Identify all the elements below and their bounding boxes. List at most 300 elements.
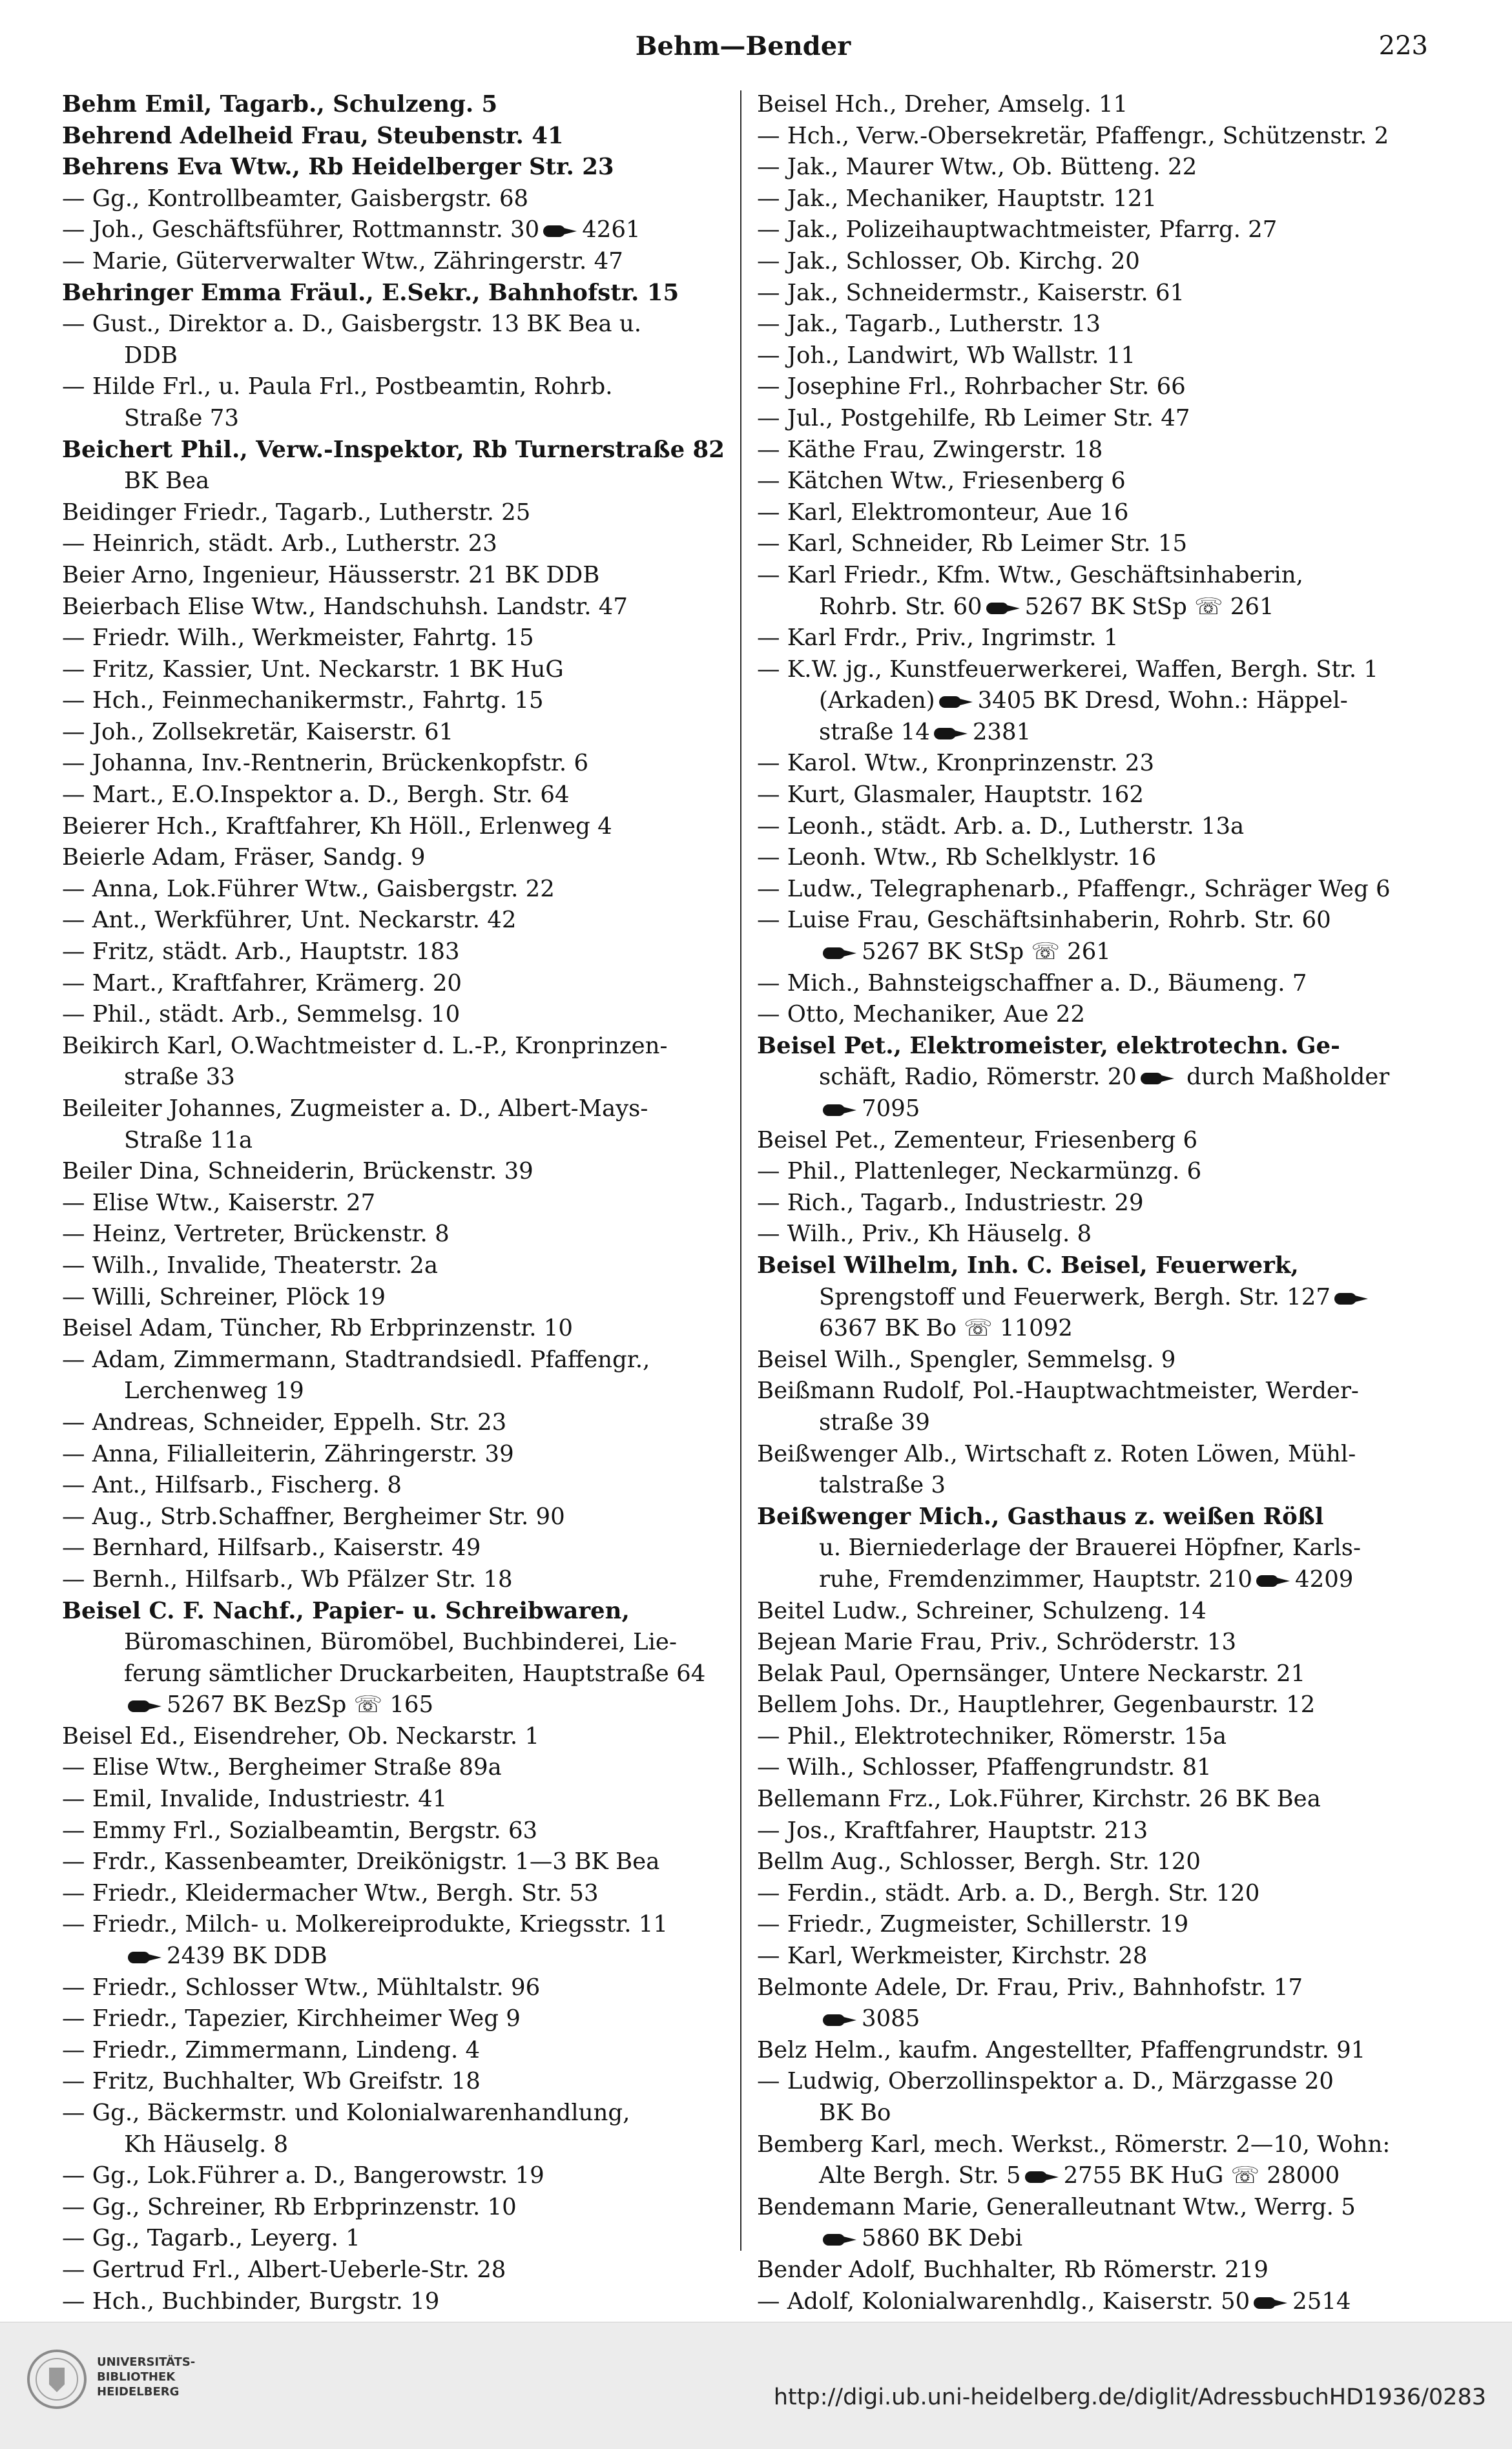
entry-text: straße 39 — [819, 1409, 930, 1436]
entry-text: Belmonte Adele, Dr. Frau, Priv., Bahnhofstr. 17 — [757, 1974, 1303, 2001]
phone-number: 5267 — [167, 1691, 225, 1719]
entry-text: BK Bea — [124, 468, 210, 495]
entry-text: Beierer Hch., Kraftfahrer, Kh Höll., Erlenweg 4 — [62, 812, 612, 840]
directory-entry-line — [757, 1690, 1435, 1721]
directory-entry-line — [757, 1031, 1435, 1062]
directory-entry-line — [757, 2035, 1435, 2067]
directory-entry-line — [62, 152, 740, 183]
directory-entry-line — [62, 1752, 740, 1784]
directory-entry-line — [757, 1627, 1435, 1658]
entry-text: Beisel Wilhelm, Inh. C. Beisel, Feuerwerk, — [757, 1252, 1299, 1279]
entry-text: schäft, Radio, Römerstr. 20 — [819, 1064, 1137, 1091]
directory-entry-line — [757, 1972, 1435, 2004]
directory-entry-line — [62, 403, 740, 435]
directory-entry-line — [62, 466, 740, 497]
telephone-icon — [1333, 1292, 1371, 1306]
entry-text: — Leonh., städt. Arb. a. D., Lutherstr. 13a — [757, 812, 1245, 840]
directory-entry-line — [757, 999, 1435, 1031]
entry-text: — Josephine Frl., Rohrbacher Str. 66 — [757, 373, 1186, 400]
directory-entry-line — [62, 1878, 740, 1910]
entry-text: Beitel Ludw., Schreiner, Schulzeng. 14 — [757, 1597, 1206, 1624]
entry-text: — Friedr., Schlosser Wtw., Mühltalstr. 96 — [62, 1974, 541, 2001]
phone-number: 7095 — [862, 1095, 920, 1122]
entry-text: Bejean Marie Frau, Priv., Schröderstr. 13 — [757, 1629, 1237, 1656]
directory-entry-line — [757, 2192, 1435, 2224]
entry-text: — Jak., Schneidermstr., Kaiserstr. 61 — [757, 279, 1185, 306]
directory-entry-line — [62, 2003, 740, 2035]
directory-entry-line — [62, 1846, 740, 1878]
directory-entry-line — [62, 717, 740, 749]
entry-text: — Käthe Frau, Zwingerstr. 18 — [757, 436, 1103, 463]
directory-entry-line — [62, 1282, 740, 1314]
directory-entry-line — [757, 811, 1435, 843]
library-name — [97, 2355, 195, 2399]
directory-entry-line — [62, 183, 740, 215]
directory-entry-line — [62, 1345, 740, 1376]
directory-entry-line — [62, 874, 740, 905]
directory-entry-line — [757, 654, 1435, 686]
entry-text: — Jak., Schlosser, Ob. Kirchg. 20 — [757, 247, 1140, 274]
phone-number: 2381 — [972, 718, 1031, 745]
entry-text: — Andreas, Schneider, Eppelh. Str. 23 — [62, 1409, 507, 1436]
directory-entry-line — [757, 842, 1435, 874]
entry-text: — Emmy Frl., Sozialbeamtin, Bergstr. 63 — [62, 1817, 538, 1844]
entry-text: — Anna, Lok.Führer Wtw., Gaisbergstr. 22 — [62, 875, 555, 902]
source-url-link[interactable]: http://digi.ub.uni-heidelberg.de/diglit/AdressbuchHD1936/0283 — [773, 2384, 1486, 2410]
directory-entry-line — [757, 1439, 1435, 1471]
entry-text: — Karl, Schneider, Rb Leimer Str. 15 — [757, 530, 1188, 557]
entry-text: BK StSp ☏ 261 — [920, 938, 1111, 966]
entry-text: Rohrb. Str. 60 — [819, 593, 982, 620]
entry-text: Beisel Adam, Tüncher, Rb Erbprinzenstr. 10 — [62, 1315, 574, 1342]
directory-entry-line — [62, 309, 740, 340]
entry-text: Behrens Eva Wtw., Rb Heidelberger Str. 23 — [62, 154, 614, 181]
entry-text: — Karl Friedr., Kfm. Wtw., Geschäftsinhaberin, — [757, 561, 1303, 588]
directory-entry-line — [62, 623, 740, 654]
directory-entry-line — [757, 1533, 1435, 1564]
directory-entry-line — [757, 2098, 1435, 2129]
entry-text: — Phil., Plattenleger, Neckarmünzg. 6 — [757, 1158, 1202, 1185]
directory-entry-line — [62, 1250, 740, 1282]
directory-entry-line — [62, 2286, 740, 2318]
directory-entry-line — [62, 1313, 740, 1345]
directory-entry-line — [62, 2255, 740, 2286]
entry-text: — Karl Frdr., Priv., Ingrimstr. 1 — [757, 625, 1119, 652]
entry-text: BK StSp ☏ 261 — [1083, 593, 1274, 620]
entry-text: Bellem Johs. Dr., Hauptlehrer, Gegenbaurstr. 12 — [757, 1691, 1316, 1719]
directory-entry-line — [62, 1815, 740, 1847]
entry-text: — Jos., Kraftfahrer, Hauptstr. 213 — [757, 1817, 1148, 1844]
directory-entry-line — [757, 968, 1435, 1000]
directory-entry-line — [62, 1407, 740, 1439]
directory-entry-line — [62, 2066, 740, 2098]
directory-entry-line — [62, 936, 740, 968]
entry-text: — K.W. jg., Kunstfeuerwerkerei, Waffen, Bergh. Str. 1 — [757, 656, 1379, 683]
directory-entry-line — [62, 435, 740, 466]
directory-entry-line — [757, 1062, 1435, 1093]
directory-entry-line — [62, 340, 740, 372]
entry-text: — Marie, Güterverwalter Wtw., Zähringerstr. 47 — [62, 247, 623, 274]
entry-text: — Ferdin., städt. Arb. a. D., Bergh. Str. 120 — [757, 1879, 1260, 1906]
directory-entry-line — [62, 246, 740, 278]
directory-entry-line — [62, 811, 740, 843]
directory-entry-line — [757, 1250, 1435, 1282]
entry-text: durch Maßholder — [1179, 1064, 1390, 1091]
entry-text: — Jul., Postgehilfe, Rb Leimer Str. 47 — [757, 404, 1190, 431]
entry-text: — Friedr., Zimmermann, Lindeng. 4 — [62, 2036, 481, 2063]
entry-text: — Rich., Tagarb., Industriestr. 29 — [757, 1189, 1144, 1216]
entry-text: — Joh., Geschäftsführer, Rottmannstr. 30 — [62, 216, 540, 243]
entry-text: DDB — [124, 342, 178, 369]
directory-entry-line — [757, 2286, 1435, 2318]
directory-entry-line — [757, 1156, 1435, 1188]
entry-text: — Otto, Mechaniker, Aue 22 — [757, 1001, 1085, 1028]
column-divider — [740, 90, 741, 2251]
phone-number: 2755 — [1063, 2162, 1122, 2189]
entry-text: — Hilde Frl., u. Paula Frl., Postbeamtin, Rohrb. — [62, 373, 613, 400]
entry-text: — Ant., Werkführer, Unt. Neckarstr. 42 — [62, 907, 517, 934]
telephone-icon — [822, 2013, 859, 2027]
entry-text: — Wilh., Priv., Kh Häuselg. 8 — [757, 1221, 1092, 1248]
entry-text: Bender Adolf, Buchhalter, Rb Römerstr. 219 — [757, 2256, 1269, 2283]
directory-entry-line — [757, 1909, 1435, 1941]
entry-text: — Friedr., Kleidermacher Wtw., Bergh. Str. 53 — [62, 1879, 599, 1906]
directory-entry-line — [62, 780, 740, 811]
entry-text: Bemberg Karl, mech. Werkst., Römerstr. 2—10, Wohn: — [757, 2131, 1391, 2158]
directory-entry-line — [757, 2223, 1435, 2255]
entry-text: Kh Häuselg. 8 — [124, 2131, 289, 2158]
directory-entry-line — [62, 214, 740, 246]
directory-entry-line — [757, 2160, 1435, 2192]
directory-entry-line — [757, 528, 1435, 560]
entry-text: — Ludwig, Oberzollinspektor a. D., Märzgasse 20 — [757, 2068, 1334, 2095]
directory-entry-line — [757, 466, 1435, 497]
directory-entry-line — [62, 1219, 740, 1250]
entry-text: Beisel Ed., Eisendreher, Ob. Neckarstr. 1 — [62, 1722, 540, 1750]
entry-text: — Phil., städt. Arb., Semmelsg. 10 — [62, 1001, 461, 1028]
directory-entry-line — [62, 592, 740, 623]
directory-entry-line — [62, 748, 740, 780]
entry-text: — Karl, Werkmeister, Kirchstr. 28 — [757, 1943, 1148, 1970]
entry-text: Beiler Dina, Schneiderin, Brückenstr. 39 — [62, 1158, 533, 1185]
directory-entry-line — [757, 1846, 1435, 1878]
entry-text: — Hch., Buchbinder, Burgstr. 19 — [62, 2288, 440, 2315]
directory-entry-line — [62, 2098, 740, 2129]
directory-entry-line — [62, 842, 740, 874]
entry-text: — Fritz, Buchhalter, Wb Greifstr. 18 — [62, 2068, 481, 2095]
directory-entry-line — [757, 592, 1435, 623]
telephone-icon — [542, 224, 579, 238]
entry-text: BK HuG ☏ 28000 — [1121, 2162, 1340, 2189]
directory-entry-line — [757, 560, 1435, 592]
directory-entry-line — [757, 1125, 1435, 1157]
entry-text: — Karol. Wtw., Kronprinzenstr. 23 — [757, 750, 1155, 777]
entry-text: (Arkaden) — [819, 687, 935, 714]
entry-text: Lerchenweg 19 — [124, 1378, 304, 1405]
directory-entry-line — [757, 1596, 1435, 1628]
directory-entry-line — [757, 340, 1435, 372]
phone-number: 5267 — [862, 938, 920, 966]
directory-entry-line — [62, 1564, 740, 1596]
directory-entry-line — [757, 748, 1435, 780]
entry-text: — Joh., Zollsekretär, Kaiserstr. 61 — [62, 718, 454, 745]
directory-entry-line — [757, 278, 1435, 309]
entry-text: — Jak., Polizeihauptwachtmeister, Pfarrg. 27 — [757, 216, 1278, 243]
entry-text: u. Bierniederlage der Brauerei Höpfner, Karls- — [819, 1534, 1361, 1562]
directory-entry-line — [757, 1502, 1435, 1533]
directory-entry-line — [757, 905, 1435, 936]
entry-text: Beichert Phil., Verw.-Inspektor, Rb Turnerstraße 82 — [62, 436, 725, 463]
directory-entry-line — [757, 1941, 1435, 1972]
entry-text: — Jak., Maurer Wtw., Ob. Bütteng. 22 — [757, 154, 1197, 181]
directory-entry-line — [62, 560, 740, 592]
entry-text: BK Bo — [819, 2100, 891, 2126]
entry-text: BK Debi — [920, 2225, 1023, 2252]
entry-text: — Anna, Filialleiterin, Zähringerstr. 39 — [62, 1440, 514, 1467]
entry-text: Beisel Pet., Zementeur, Friesenberg 6 — [757, 1126, 1198, 1153]
directory-entry-line — [62, 2192, 740, 2224]
directory-entry-line — [62, 999, 740, 1031]
directory-entry-line — [757, 1093, 1435, 1125]
directory-entry-line — [757, 121, 1435, 152]
phone-number: 2439 — [167, 1943, 225, 1970]
entry-text: — Emil, Invalide, Industriestr. 41 — [62, 1786, 448, 1813]
entry-text: Behringer Emma Fräul., E.Sekr., Bahnhofstr. 15 — [62, 279, 679, 306]
entry-text: — Heinz, Vertreter, Brückenstr. 8 — [62, 1221, 450, 1248]
directory-entry-line — [757, 1564, 1435, 1596]
entry-text: straße 14 — [819, 718, 930, 745]
entry-text: — Adam, Zimmermann, Stadtrandsiedl. Pfaffengr., — [62, 1346, 650, 1373]
university-seal-icon — [26, 2348, 88, 2410]
entry-text: — Gust., Direktor a. D., Gaisbergstr. 13 BK Bea u. — [62, 311, 642, 338]
telephone-icon — [822, 1103, 859, 1117]
entry-text: — Johanna, Inv.-Rentnerin, Brückenkopfstr. 6 — [62, 750, 589, 777]
entry-text: — Mart., Kraftfahrer, Krämerg. 20 — [62, 969, 462, 997]
entry-text: Sprengstoff und Feuerwerk, Bergh. Str. 127 — [819, 1283, 1331, 1310]
directory-entry-line — [62, 654, 740, 686]
telephone-icon — [822, 2233, 859, 2247]
entry-text: — Friedr., Milch- u. Molkereiprodukte, Kriegsstr. 11 — [62, 1911, 668, 1938]
directory-entry-line — [757, 152, 1435, 183]
telephone-icon — [822, 946, 859, 960]
telephone-icon — [127, 1950, 164, 1965]
directory-entry-line — [757, 497, 1435, 529]
directory-entry-line — [62, 1376, 740, 1407]
phone-number: 3405 — [977, 687, 1036, 714]
entry-text: BK BezSp ☏ 165 — [225, 1691, 434, 1719]
entry-text: — Phil., Elektrotechniker, Römerstr. 15a — [757, 1722, 1227, 1750]
directory-entry-line — [757, 1407, 1435, 1439]
directory-entry-line — [62, 2129, 740, 2161]
telephone-icon — [1139, 1071, 1177, 1086]
entry-text: — Ant., Hilfsarb., Fischerg. 8 — [62, 1472, 402, 1499]
directory-entry-line — [62, 1721, 740, 1753]
directory-entry-line — [62, 1596, 740, 1628]
entry-text: Beißwenger Alb., Wirtschaft z. Roten Löwen, Mühl- — [757, 1440, 1356, 1467]
directory-entry-line — [62, 121, 740, 152]
entry-text: — Gg., Lok.Führer a. D., Bangerowstr. 19 — [62, 2162, 544, 2189]
directory-entry-line — [62, 1941, 740, 1972]
directory-entry-line — [757, 89, 1435, 121]
directory-entry-line — [757, 246, 1435, 278]
page-header — [58, 31, 1428, 71]
phone-number: 5860 — [862, 2225, 920, 2252]
entry-text: — Hch., Verw.-Obersekretär, Pfaffengr., Schützenstr. 2 — [757, 122, 1389, 149]
entry-text: Beierle Adam, Fräser, Sandg. 9 — [62, 844, 426, 871]
directory-entry-line — [62, 685, 740, 717]
directory-entry-line — [62, 1188, 740, 1219]
entry-text: — Jak., Tagarb., Lutherstr. 13 — [757, 311, 1101, 338]
entry-text: — Mich., Bahnsteigschaffner a. D., Bäumeng. 7 — [757, 969, 1307, 997]
directory-entry-line — [757, 780, 1435, 811]
directory-entry-line — [62, 1533, 740, 1564]
left-column — [62, 89, 740, 2317]
entry-text: — Fritz, Kassier, Unt. Neckarstr. 1 BK HuG — [62, 656, 564, 683]
entry-text: Belak Paul, Opernsänger, Untere Neckarstr. 21 — [757, 1660, 1306, 1687]
directory-entry-line — [757, 1878, 1435, 1910]
directory-entry-line — [62, 1439, 740, 1471]
entry-text: — Elise Wtw., Kaiserstr. 27 — [62, 1189, 376, 1216]
entry-text: — Gg., Tagarb., Leyerg. 1 — [62, 2225, 360, 2252]
library-name-line: BIBLIOTHEK — [97, 2370, 176, 2384]
phone-number: 4261 — [582, 216, 641, 243]
directory-entry-line — [62, 1972, 740, 2004]
entry-text: — Wilh., Schlosser, Pfaffengrundstr. 81 — [757, 1754, 1212, 1781]
entry-text: Beißwenger Mich., Gasthaus z. weißen Rößl — [757, 1503, 1324, 1530]
entry-text: talstraße 3 — [819, 1472, 946, 1499]
directory-entry-line — [757, 214, 1435, 246]
entry-text: — Gg., Bäckermstr. und Kolonialwarenhandlung, — [62, 2100, 630, 2126]
entry-text: — Frdr., Kassenbeamter, Dreikönigstr. 1—3 BK Bea — [62, 1848, 660, 1876]
directory-entry-line — [757, 183, 1435, 215]
directory-entry-line — [62, 1627, 740, 1658]
entry-text: Straße 73 — [124, 404, 239, 431]
entry-text: — Gg., Schreiner, Rb Erbprinzenstr. 10 — [62, 2193, 517, 2220]
directory-entry-line — [62, 2035, 740, 2067]
directory-entry-line — [757, 1219, 1435, 1250]
entry-text: — Heinrich, städt. Arb., Lutherstr. 23 — [62, 530, 497, 557]
directory-entry-line — [757, 309, 1435, 340]
directory-entry-line — [62, 1062, 740, 1093]
entry-text: — Fritz, städt. Arb., Hauptstr. 183 — [62, 938, 460, 966]
directory-entry-line — [62, 89, 740, 121]
directory-entry-line — [62, 1658, 740, 1690]
entry-text: Büromaschinen, Büromöbel, Buchbinderei, Lie- — [124, 1629, 677, 1656]
phone-number: 2514 — [1292, 2288, 1351, 2315]
entry-text: Behrend Adelheid Frau, Steubenstr. 41 — [62, 122, 564, 149]
entry-text: — Gertrud Frl., Albert-Ueberle-Str. 28 — [62, 2256, 506, 2283]
directory-entry-line — [757, 1815, 1435, 1847]
directory-entry-line — [757, 1721, 1435, 1753]
library-name-line: UNIVERSITÄTS- — [97, 2355, 196, 2369]
directory-entry-line — [757, 1752, 1435, 1784]
directory-entry-line — [62, 905, 740, 936]
entry-text: Beisel C. F. Nachf., Papier- u. Schreibwaren, — [62, 1597, 630, 1624]
phone-number: 5267 — [1024, 593, 1083, 620]
directory-entry-line — [757, 435, 1435, 466]
telephone-icon — [938, 695, 975, 709]
right-column — [757, 89, 1435, 2317]
directory-entry-line — [757, 403, 1435, 435]
directory-entry-line — [757, 1313, 1435, 1345]
directory-entry-line — [757, 717, 1435, 749]
directory-entry-line — [62, 371, 740, 403]
directory-entry-line — [62, 1470, 740, 1502]
telephone-icon — [1255, 1574, 1292, 1588]
directory-entry-line — [757, 874, 1435, 905]
entry-text: — Adolf, Kolonialwarenhdlg., Kaiserstr. 50 — [757, 2288, 1250, 2315]
directory-entry-line — [757, 1188, 1435, 1219]
entry-text: — Elise Wtw., Bergheimer Straße 89a — [62, 1754, 502, 1781]
directory-entry-line — [62, 1502, 740, 1533]
directory-entry-line — [62, 1909, 740, 1941]
entry-text: Beisel Wilh., Spengler, Semmelsg. 9 — [757, 1346, 1176, 1373]
directory-entry-line — [757, 2255, 1435, 2286]
page-title: Behm—Bender — [635, 31, 851, 61]
directory-entry-line — [757, 623, 1435, 654]
entry-text: Beikirch Karl, O.Wachtmeister d. L.-P., Kronprinzen- — [62, 1032, 668, 1059]
directory-entry-line — [757, 2066, 1435, 2098]
entry-text: — Leonh. Wtw., Rb Schelklystr. 16 — [757, 844, 1157, 871]
telephone-icon — [127, 1699, 164, 1713]
entry-text: Beileiter Johannes, Zugmeister a. D., Albert-Mays- — [62, 1095, 648, 1122]
entry-text: — Friedr., Tapezier, Kirchheimer Weg 9 — [62, 2005, 521, 2032]
library-name-line: HEIDELBERG — [97, 2385, 180, 2399]
directory-entry-line — [62, 1784, 740, 1815]
telephone-icon — [1252, 2296, 1290, 2310]
entry-text: Beierbach Elise Wtw., Handschuhsh. Landstr. 47 — [62, 593, 628, 620]
entry-text: Beißmann Rudolf, Pol.-Hauptwachtmeister, Werder- — [757, 1378, 1359, 1405]
directory-entry-line — [62, 1156, 740, 1188]
entry-text: — Jak., Mechaniker, Hauptstr. 121 — [757, 185, 1157, 212]
directory-entry-line — [757, 1658, 1435, 1690]
directory-entry-line — [757, 1784, 1435, 1815]
entry-text: — Friedr. Wilh., Werkmeister, Fahrtg. 15 — [62, 625, 534, 652]
entry-text: ruhe, Fremdenzimmer, Hauptstr. 210 — [819, 1566, 1253, 1593]
entry-text: BK DDB — [225, 1943, 327, 1970]
directory-entry-line — [62, 1690, 740, 1721]
entry-text: Beier Arno, Ingenieur, Häusserstr. 21 BK DDB — [62, 561, 600, 588]
telephone-icon — [985, 601, 1022, 615]
entry-text: Straße 11a — [124, 1126, 253, 1153]
telephone-icon — [933, 727, 970, 741]
entry-text: BK Dresd, Wohn.: Häppel- — [1035, 687, 1348, 714]
page-number: 223 — [1378, 31, 1428, 61]
directory-entry-line — [757, 2129, 1435, 2161]
entry-text: Beisel Pet., Elektromeister, elektrotechn. Ge- — [757, 1032, 1340, 1059]
entry-text: — Karl, Elektromonteur, Aue 16 — [757, 499, 1129, 526]
entry-text: — Mart., E.O.Inspektor a. D., Bergh. Str. 64 — [62, 781, 570, 809]
entry-text: Alte Bergh. Str. 5 — [819, 2162, 1021, 2189]
entry-text: Behm Emil, Tagarb., Schulzeng. 5 — [62, 91, 498, 118]
entry-text: — Wilh., Invalide, Theaterstr. 2a — [62, 1252, 439, 1279]
directory-entry-line — [62, 2223, 740, 2255]
entry-text: 6367 BK Bo ☏ 11092 — [819, 1315, 1073, 1342]
directory-entry-line — [62, 1031, 740, 1062]
entry-text: Bellm Aug., Schlosser, Bergh. Str. 120 — [757, 1848, 1201, 1876]
directory-entry-line — [62, 2160, 740, 2192]
directory-entry-line — [62, 528, 740, 560]
directory-entry-line — [757, 1282, 1435, 1314]
directory-entry-line — [62, 968, 740, 1000]
directory-entry-line — [62, 1093, 740, 1125]
directory-entry-line — [757, 1376, 1435, 1407]
entry-text: — Gg., Kontrollbeamter, Gaisbergstr. 68 — [62, 185, 529, 212]
directory-entry-line — [757, 2003, 1435, 2035]
directory-entry-line — [757, 1345, 1435, 1376]
telephone-icon — [1024, 2170, 1061, 2184]
directory-entry-line — [62, 1125, 740, 1157]
